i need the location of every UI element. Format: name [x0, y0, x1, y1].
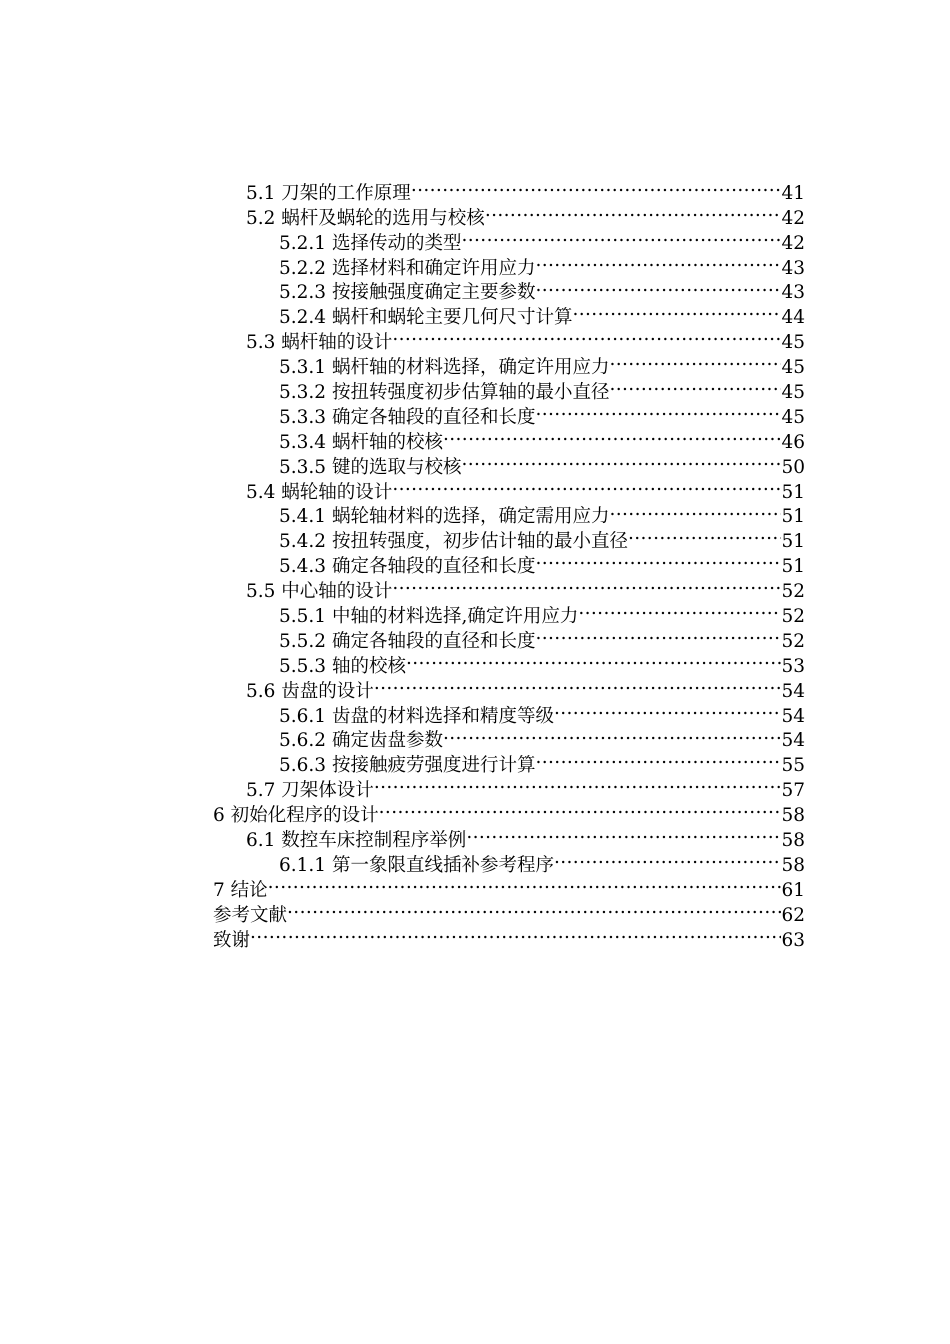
toc-dot-leader	[535, 274, 781, 299]
toc-entry-label: 5.4.2 按扭转强度，初步估计轴的最小直径	[279, 531, 628, 553]
toc-dot-leader	[554, 697, 781, 722]
toc-entry-label: 5.3 蜗杆轴的设计	[246, 332, 393, 354]
toc-entry-label: 5.3.5 键的选取与校核	[279, 456, 462, 478]
toc-entry-page-number: 52	[781, 606, 805, 628]
toc-dot-leader	[461, 448, 781, 473]
toc-entry-label: 6 初始化程序的设计	[213, 805, 379, 827]
toc-entry-label: 5.2.1 选择传动的类型	[279, 232, 462, 254]
toc-dot-leader	[287, 896, 781, 921]
toc-entry-label: 致谢	[213, 929, 251, 951]
toc-entry-page-number: 51	[781, 506, 805, 528]
toc-entry-page-number: 45	[781, 332, 805, 354]
toc-entry[interactable]	[213, 921, 805, 951]
toc-entry-label: 5.3.2 按扭转强度初步估算轴的最小直径	[279, 382, 610, 404]
toc-entry-page-number: 44	[781, 307, 805, 329]
toc-dot-leader	[461, 224, 781, 249]
toc-entry-label: 6.1.1 第一象限直线插补参考程序	[279, 854, 554, 876]
toc-entry-label: 5.4.1 蜗轮轴材料的选择，确定需用应力	[279, 506, 610, 528]
toc-entry-label: 5.5.3 轴的校核	[279, 655, 406, 677]
toc-entry-label: 7 结论	[213, 879, 268, 901]
toc-dot-leader	[392, 572, 781, 597]
toc-entry-label: 5.6.1 齿盘的材料选择和精度等级	[279, 705, 554, 727]
toc-dot-leader	[535, 249, 781, 274]
toc-dot-leader	[268, 871, 782, 896]
toc-entry-label: 5.2.2 选择材料和确定许用应力	[279, 257, 536, 279]
toc-dot-leader	[443, 423, 781, 448]
toc-dot-leader	[250, 921, 781, 946]
toc-entry-page-number: 50	[781, 456, 805, 478]
toc-dot-leader	[535, 622, 781, 647]
toc-entry-page-number: 53	[781, 655, 805, 677]
toc-entry-label: 5.1 刀架的工作原理	[246, 182, 411, 204]
toc-dot-leader	[379, 796, 782, 821]
toc-entry-page-number: 57	[781, 780, 805, 802]
toc-entry-page-number: 52	[781, 581, 805, 603]
toc-entry-label: 参考文献	[213, 904, 288, 926]
toc-entry-label: 5.3.3 确定各轴段的直径和长度	[279, 406, 536, 428]
toc-entry-label: 5.2.4 蜗杆和蜗轮主要几何尺寸计算	[279, 307, 573, 329]
toc-dot-leader	[374, 771, 782, 796]
toc-entry-page-number: 54	[781, 730, 805, 752]
toc-dot-leader	[535, 746, 781, 771]
toc-entry-page-number: 43	[781, 257, 805, 279]
toc-entry-label: 5.5.2 确定各轴段的直径和长度	[279, 630, 536, 652]
toc-entry-label: 5.6 齿盘的设计	[246, 680, 374, 702]
toc-entry-label: 5.4.3 确定各轴段的直径和长度	[279, 556, 536, 578]
toc-entry-page-number: 51	[781, 531, 805, 553]
toc-dot-leader	[485, 199, 782, 224]
toc-dot-leader	[535, 547, 781, 572]
toc-entry-page-number: 52	[781, 630, 805, 652]
toc-dot-leader	[628, 522, 781, 547]
toc-entry-page-number: 43	[781, 282, 805, 304]
toc-dot-leader	[466, 821, 781, 846]
toc-entry[interactable]	[213, 896, 805, 926]
toc-entry[interactable]	[213, 174, 805, 204]
toc-entry-page-number: 58	[781, 854, 805, 876]
toc-entry-label: 5.5 中心轴的设计	[246, 581, 393, 603]
toc-entry-page-number: 54	[781, 680, 805, 702]
toc-dot-leader	[392, 473, 781, 498]
toc-entry-label: 5.7 刀架体设计	[246, 780, 374, 802]
toc-entry-page-number: 51	[781, 556, 805, 578]
toc-dot-leader	[609, 373, 781, 398]
toc-entry-page-number: 58	[781, 805, 805, 827]
toc-dot-leader	[578, 597, 781, 622]
toc-dot-leader	[554, 846, 781, 871]
toc-entry-label: 5.2.3 按接触强度确定主要参数	[279, 282, 536, 304]
toc-entry-page-number: 63	[781, 929, 805, 951]
toc-entry-page-number: 42	[781, 232, 805, 254]
toc-entry-label: 5.4 蜗轮轴的设计	[246, 481, 393, 503]
toc-dot-leader	[609, 348, 781, 373]
toc-entry-page-number: 55	[781, 755, 805, 777]
toc-dot-leader	[609, 498, 781, 523]
toc-dot-leader	[411, 174, 782, 199]
toc-entry-page-number: 46	[781, 431, 805, 453]
toc-entry-page-number: 41	[781, 182, 805, 204]
toc-entry-label: 6.1 数控车床控制程序举例	[246, 830, 467, 852]
toc-dot-leader	[406, 647, 782, 672]
toc-entry-page-number: 62	[781, 904, 805, 926]
toc-entry-page-number: 42	[781, 207, 805, 229]
toc-entry-page-number: 45	[781, 406, 805, 428]
table-of-contents	[213, 174, 805, 951]
toc-entry[interactable]	[213, 871, 805, 901]
toc-entry-page-number: 58	[781, 830, 805, 852]
toc-entry-page-number: 45	[781, 382, 805, 404]
toc-entry-page-number: 61	[781, 879, 805, 901]
toc-entry-page-number: 45	[781, 357, 805, 379]
toc-dot-leader	[374, 672, 782, 697]
toc-dot-leader	[572, 298, 781, 323]
toc-dot-leader	[535, 398, 781, 423]
toc-entry-page-number: 51	[781, 481, 805, 503]
toc-dot-leader	[443, 722, 781, 747]
toc-entry-page-number: 54	[781, 705, 805, 727]
toc-entry-label: 5.3.1 蜗杆轴的材料选择，确定许用应力	[279, 357, 610, 379]
toc-entry-label: 5.6.2 确定齿盘参数	[279, 730, 443, 752]
toc-entry-label: 5.2 蜗杆及蜗轮的选用与校核	[246, 207, 485, 229]
toc-dot-leader	[392, 323, 781, 348]
toc-entry-label: 5.6.3 按接触疲劳强度进行计算	[279, 755, 536, 777]
toc-entry-label: 5.5.1 中轴的材料选择,确定许用应力	[279, 606, 579, 628]
toc-entry-label: 5.3.4 蜗杆轴的校核	[279, 431, 443, 453]
